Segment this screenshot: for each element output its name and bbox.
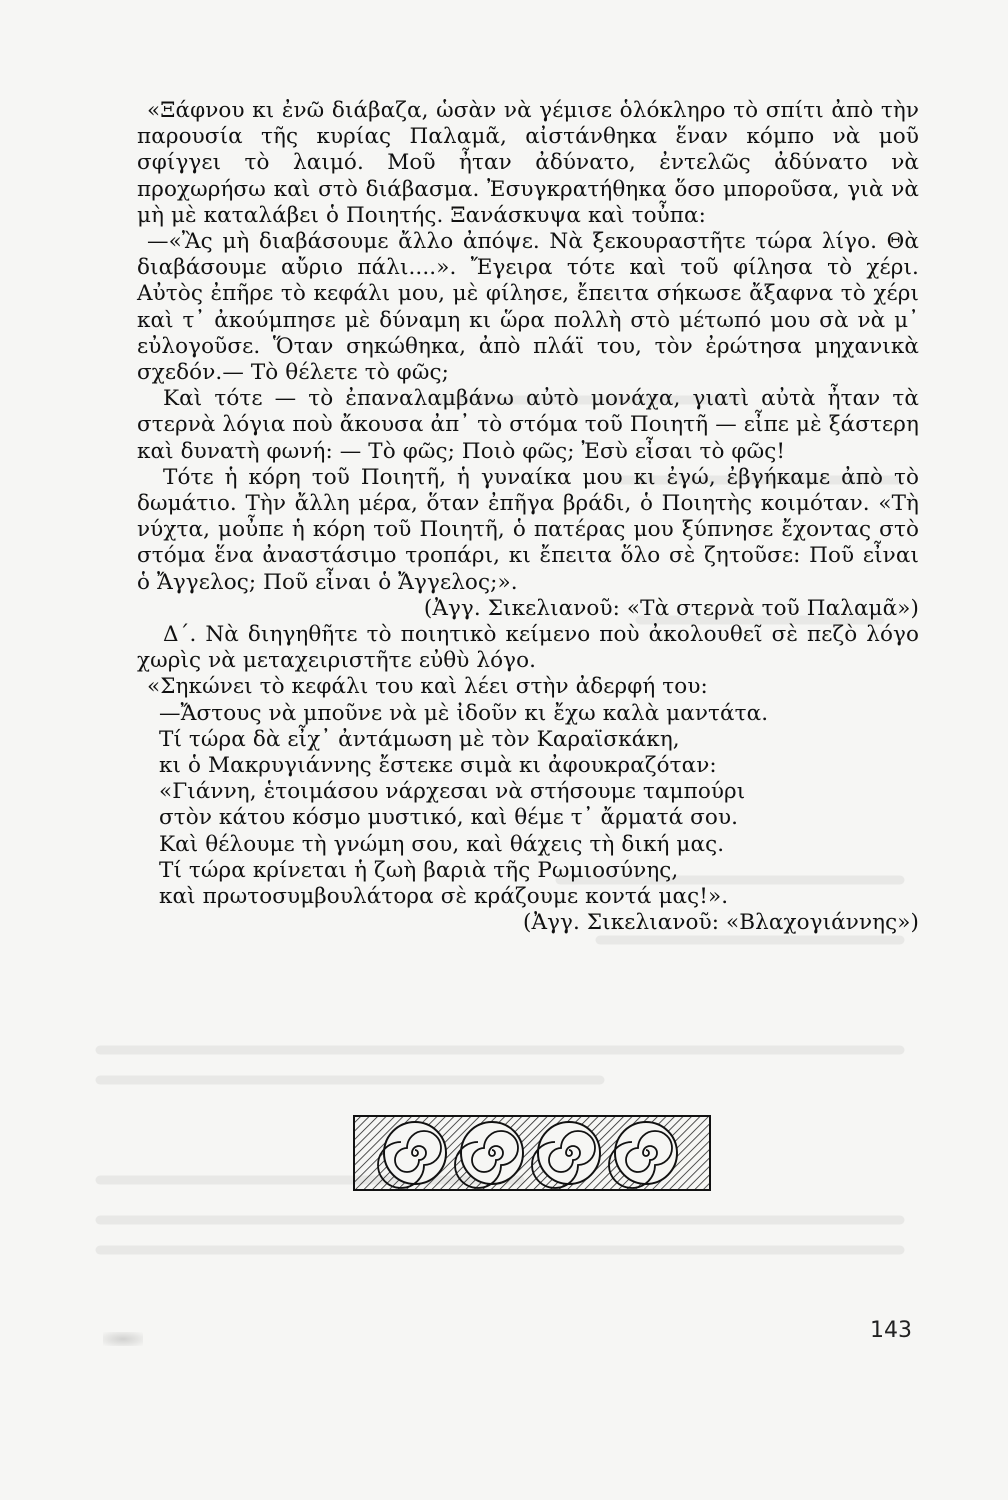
poem-line: Τί τώρα δὰ εἶχ᾽ ἀντάμωση μὲ τὸν Καραϊσκάκη, xyxy=(159,726,680,752)
exercise-delta: Δ΄. Νὰ διηγηθῆτε τὸ ποιητικὸ κείμενο ποὺ ἀκολουθεῖ σὲ πεζὸ λόγο χωρὶς νὰ μεταχειριστῆτε εὐθὺ λόγο. xyxy=(137,622,919,674)
poem-line: καὶ πρωτοσυμβουλάτορα σὲ κράζουμε κοντά μας!». xyxy=(159,884,729,910)
paragraph-3: Καὶ τότε — τὸ ἐπαναλαμβάνω αὐτὸ μονάχα, γιατὶ αὐτὰ ἦταν τὰ στερνὰ λόγια ποὺ ἄκουσα ἀπ᾽ τὸ στόμα τοῦ Ποιητῆ — εἶπε μὲ ξάστερη καὶ δυνατὴ φωνή: — Τὸ φῶς; Ποιὸ φῶς; Ἐσὺ εἶσαι τὸ φῶς! xyxy=(137,386,919,464)
spiral-ornament-icon xyxy=(353,1115,711,1191)
citation-palamas: (Ἀγγ. Σικελιανοῦ: «Τὰ στερνὰ τοῦ Παλαμᾶ») xyxy=(423,595,919,621)
poem-line: «Γιάννη, ἑτοιμάσου νάρχεσαι νὰ στήσουμε ταμπούρι xyxy=(159,779,746,805)
poem-intro: «Σηκώνει τὸ κεφάλι του καὶ λέει στὴν ἀδερφή του: xyxy=(147,674,708,700)
ink-smudge xyxy=(103,1332,143,1346)
page-number: 143 xyxy=(870,1318,912,1343)
paragraph-4: Τότε ἡ κόρη τοῦ Ποιητῆ, ἡ γυναίκα μου κι ἐγώ, ἐβγήκαμε ἀπὸ τὸ δωμάτιο. Τὴν ἄλλη μέρα, ὅταν ἐπῆγα βράδι, ὁ Ποιητὴς κοιμόταν. «Τὴ νύχτα, μοὖπε ἡ κόρη τοῦ Ποιητῆ, ὁ πατέρας μου ξύπνησε ἔχοντας στὸ στόμα ἕνα ἀναστάσιμο τροπάρι, κι ἔπειτα ὅλο σὲ ζητοῦσε: Ποῦ εἶναι ὁ Ἄγγελος; Ποῦ εἶναι ὁ Ἄγγελος;». xyxy=(137,464,919,595)
poem-line: κι ὁ Μακρυγιάννης ἔστεκε σιμὰ κι ἀφουκραζόταν: xyxy=(159,753,717,779)
poem-line: Καὶ θέλουμε τὴ γνώμη σου, καὶ θάχεις τὴ δική μας. xyxy=(159,831,725,857)
citation-vlachogiannis: (Ἀγγ. Σικελιανοῦ: «Βλαχογιάννης») xyxy=(522,910,919,936)
poem-line: στὸν κάτου κόσμο μυστικό, καὶ θέμε τ᾽ ἄρματά σου. xyxy=(159,805,739,831)
paragraph-2: —«Ἂς μὴ διαβάσουμε ἄλλο ἀπόψε. Νὰ ξεκουραστῆτε τώρα λίγο. Θὰ διαβάσουμε αὔριο πάλι....». Ἔγειρα τότε καὶ τοῦ φίλησα τὸ χέρι. Αὐτὸς ἐπῆρε τὸ κεφάλι μου, μὲ φίλησε, ἔπειτα σήκωσε ἄξαφνα τὸ χέρι καὶ τ᾽ ἀκούμπησε μὲ δύναμη κι ὥρα πολλὴ στὸ μέτωπό μου σὰ νὰ μ᾽ εὐλογοῦσε. Ὅταν σηκώθηκα, ἀπὸ πλάϊ του, τὸν ἐρώτησα μηχανικὰ σχεδόν.— Τὸ θέλετε τὸ φῶς; xyxy=(137,229,919,386)
poem-line: —Ἄστους νὰ μποῦνε νὰ μὲ ἰδοῦν κι ἔχω καλὰ μαντάτα. xyxy=(159,700,769,726)
poem-line: Τί τώρα κρίνεται ἡ ζωὴ βαριὰ τῆς Ρωμιοσύνης, xyxy=(159,857,679,883)
main-text-block xyxy=(137,98,919,937)
paragraph-1: «Ξάφνου κι ἐνῶ διάβαζα, ὡσὰν νὰ γέμισε ὁλόκληρο τὸ σπίτι ἀπὸ τὴν παρουσία τῆς κυρίας Παλαμᾶ, αἰστάνθηκα ἕναν κόμπο νὰ μοῦ σφίγγει τὸ λαιμό. Μοῦ ἦταν ἀδύνατο, ἐντελῶς ἀδύνατο νὰ προχωρήσω καὶ στὸ διάβασμα. Ἐσυγκρατήθηκα ὅσο μποροῦσα, γιὰ νὰ μὴ μὲ καταλάβει ὁ Ποιητής. Ξανάσκυψα καὶ τοὖπα: xyxy=(137,98,919,228)
